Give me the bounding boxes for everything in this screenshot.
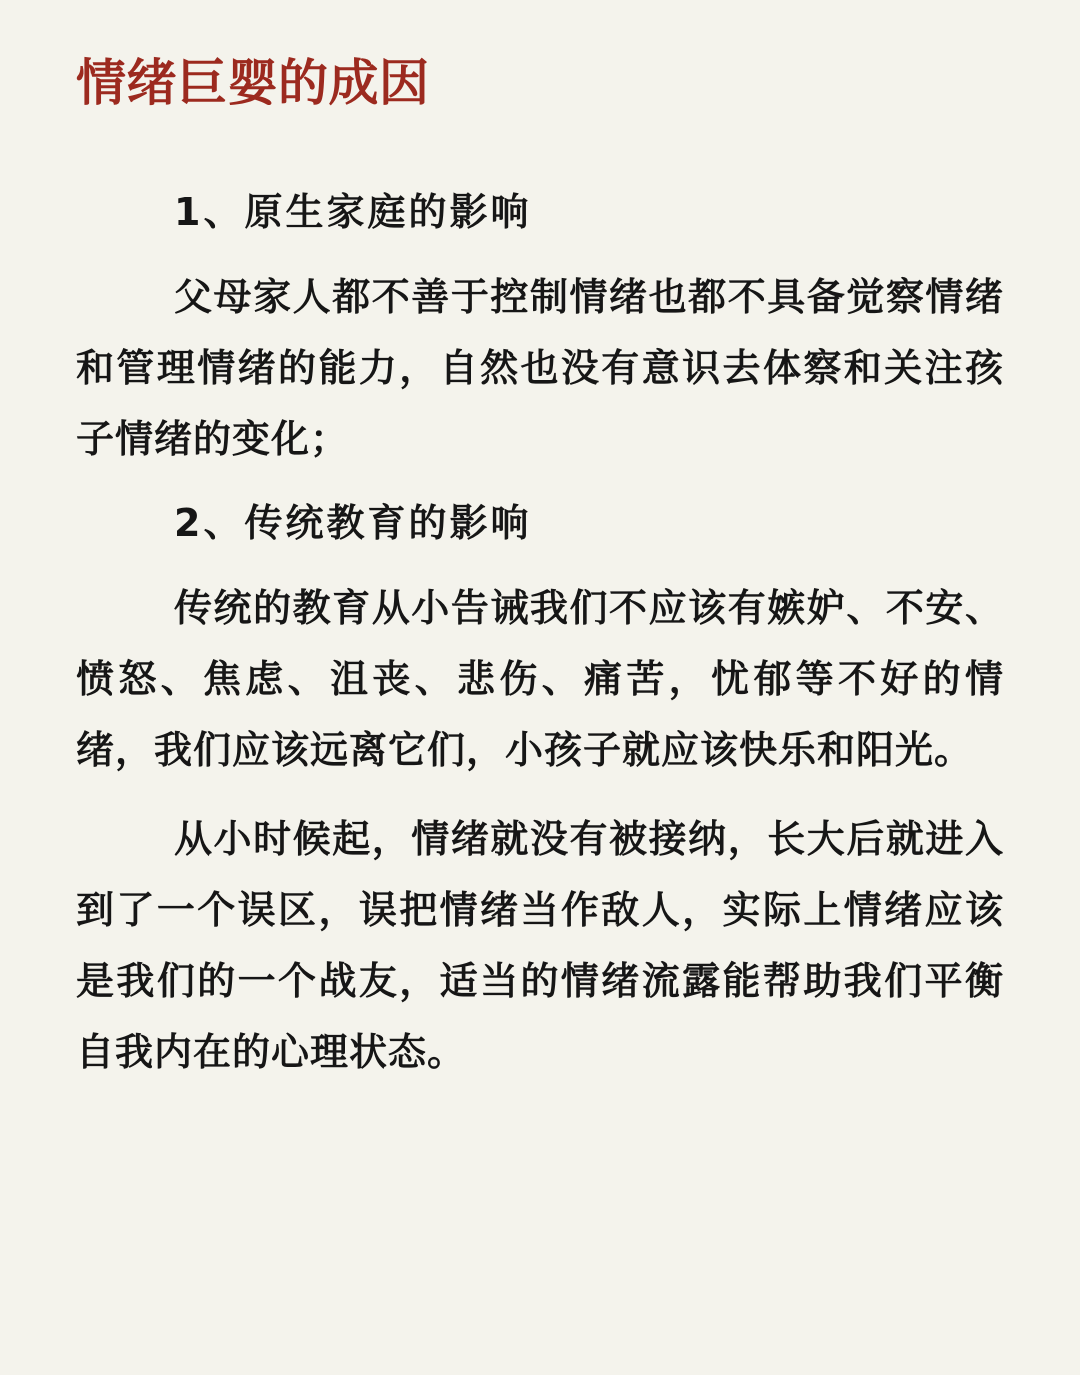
paragraph-emotion-acceptance: 从小时候起，情绪就没有被接纳，长大后就进入到了一个误区，误把情绪当作敌人，实际上情绪应该是我们的一个战友，适当的情绪流露能帮助我们平衡自我内在的心理状态。	[76, 817, 1004, 1074]
section-heading-original-family: 1、原生家庭的影响	[174, 190, 532, 234]
article-title: 情绪巨婴的成因	[76, 54, 430, 112]
section-heading-traditional-education: 2、传统教育的影响	[174, 501, 532, 545]
paragraph-traditional-education: 传统的教育从小告诫我们不应该有嫉妒、不安、愤怒、焦虑、沮丧、悲伤、痛苦，忧郁等不好的情绪，我们应该远离它们，小孩子就应该快乐和阳光。	[76, 586, 1004, 772]
paragraph-original-family: 父母家人都不善于控制情绪也都不具备觉察情绪和管理情绪的能力，自然也没有意识去体察和关注孩子情绪的变化；	[76, 275, 1004, 461]
